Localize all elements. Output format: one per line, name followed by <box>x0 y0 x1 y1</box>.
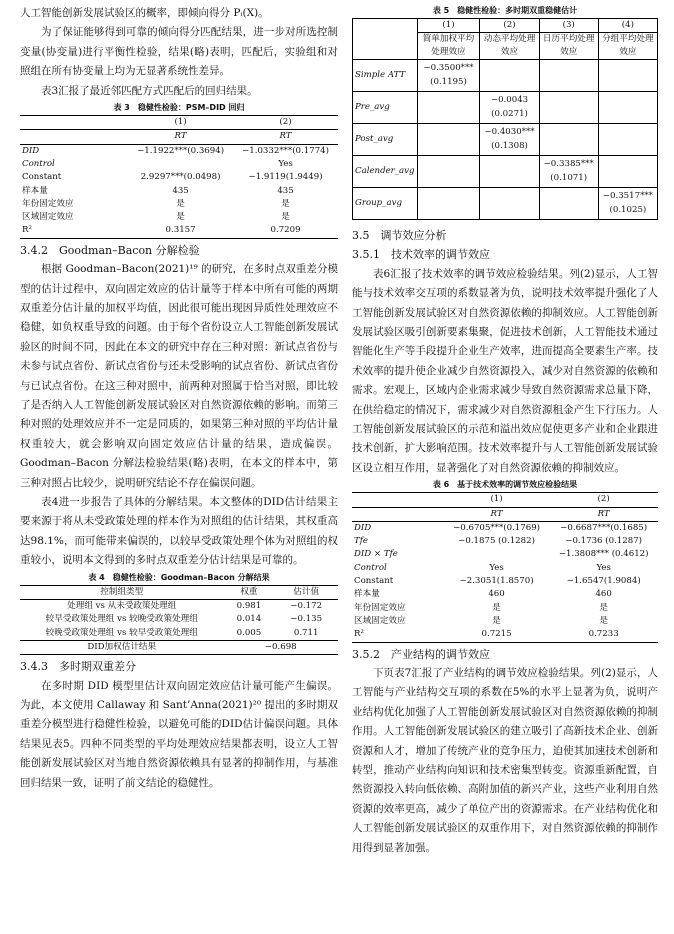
paragraph: 下页表7汇报了产业结构的调节效应检验结果。列(2)显示，人工智能与产业结构交互项的系数在5%的水平上显著为负，说明产业结构优化加强了人工智能创新发展试验区对自然资源依赖的抑制作用。人工智能创新发展试验区的建立吸引了高新技术企业、创新资源和人才，增加了传统产业的竞争压力，迫使其加速技术创新和转型，推动产业结构向知识和技术密集型转变。资源重新配置，自然资源投入转向低依赖、高附加值的新兴产业，这些产业利用自然资源的效率更高，减少了单位产出的资源需求。在产业结构优化和人工智能创新发展试验区的双重作用下，对自然资源依赖的抑制作用得到显著加强。 <box>352 666 658 854</box>
table-row: Tfe −0.1875 (0.1282) −0.1736 (0.1287) <box>354 536 643 547</box>
paragraph: 表3汇报了最近邻匹配方式匹配后的回归结果。 <box>41 84 258 97</box>
table-6: (1) (2) RT RT DID −0.6705***(0.1769) −0.6687***(0.1685) Tfe −0.1875 (0.1282) −0.1736 (0.1287) DID × Tfe −1.3808*** (0.4612) Control Yes Yes Constant −2.3051(1.8570) −1.6547(1.9084) 样本量 460 460 年份固定效应 是 是 区域固定效应 是 是 R² 0.7215 0.7233 <box>352 492 658 642</box>
section-heading: 3.5.1 技术效率的调节效应 <box>352 248 490 262</box>
table-5: (1) (2) (3) (4) 简单加权平均处理效应 动态平均处理效应 日历平均处理效应 分组平均处理效应 Simple ATT −0.3500*** (0.1195) Pre_avg −0.0043 (0.0271) Post_avg −0.4030*** (0.1308) Calender_avg −0.3385*** (0.1071) Group_avg −0.3517*** (0.1025) <box>352 18 658 220</box>
table-3 <box>20 115 338 239</box>
right-column <box>352 4 658 858</box>
table-row: 区域固定效应 是 是 <box>354 615 608 626</box>
table-row: Constant −2.3051(1.8570) −1.6547(1.9084) <box>354 576 641 587</box>
left-column <box>20 4 338 793</box>
col-header: 估计值 <box>293 586 320 597</box>
table-3-caption: 表 3 稳健性检验：PSM–DID 回归 <box>113 103 245 113</box>
paragraph: 表6汇报了技术效率的调节效应检验结果。列(2)显示，人工智能与技术效率交互项的系数显著为负，说明技术效率提升强化了人工智能创新发展试验区对自然资源依赖的抑制效应。人工智能创新发展试验区吸引创新要素集聚，促进技术创新，人工智能技术通过智能化生产等手段提升企业生产效率，进而提高全要素生产率。技术效率的提升使企业减少自然资源投入，减少对自然资源的依赖和需求。宏观上，区域内企业需求减少导致自然资源需求总量下降，在供给稳定的情况下，需求减少对自然资源租金产生下行压力。人工智能创新发展试验区的示范和溢出效应促使更多产业和企业跟进技术创新，扩大影响范围。技术效率提升与人工智能创新发展试验区设立相互作用，显著强化了对自然资源依赖的抑制效应。 <box>352 267 658 474</box>
table-row: R² 0.3157 0.7209 <box>20 224 338 238</box>
table-row: 较晚受政策处理组 vs 较早受政策处理组 0.005 0.711 <box>20 627 338 641</box>
table-row: DID −0.6705***(0.1769) −0.6687***(0.1685) <box>354 522 648 533</box>
table-row: Calender_avg −0.3385*** (0.1071) <box>353 156 658 188</box>
section-heading: 3.4.2 Goodman–Bacon 分解检验 <box>20 243 200 257</box>
table-4-caption: 表 4 稳健性检验：Goodman–Bacon 分解结果 <box>88 572 270 582</box>
paragraph: 人工智能创新发展试验区的概率，即倾向得分 Pᵢ(X)。 <box>20 7 269 19</box>
table-row: 较早受政策处理组 vs 较晚受政策处理组 0.014 −0.135 <box>45 614 323 625</box>
table-row: Control Yes Yes <box>354 562 611 573</box>
table-row: 样本量 460 460 <box>354 589 612 600</box>
table-row: DID −1.1922***(0.3694) −1.0332***(0.1774) <box>22 145 329 156</box>
section-heading: 3.4.3 多时期双重差分 <box>20 660 136 674</box>
section-heading: 3.5.2 产业结构的调节效应 <box>352 647 490 661</box>
table-row: 年份固定效应 是 是 <box>22 198 290 209</box>
sub-header: RT <box>174 131 187 142</box>
table-6-caption: 表 6 基于技术效率的调节效应检验结果 <box>432 480 578 490</box>
table-row: 样本量 435 435 <box>22 185 294 196</box>
table-row: Post_avg −0.4030*** (0.1308) <box>353 124 658 156</box>
table-row: Control Yes <box>22 158 293 169</box>
table-4 <box>20 585 338 655</box>
col-header: (2) <box>279 117 292 128</box>
paragraph: 在多时期 DID 模型里估计双向固定效应估计量可能产生偏误。为此，本文使用 Callaway 和 Sant’Anna(2021)²⁰ 提出的多时期双重差分模型进行稳健性检验，以避免可能的DID估计偏误问题。具体结果见表5。四种不同类型的平均处理效应结果都表明，设立人工智能创新发展试验区对当地自然资源依赖具有显著的抑制作用，与基准回归结果一致，证明了前文结论的稳健性。 <box>20 679 338 789</box>
sub-header: RT <box>279 131 292 142</box>
col-header: 权重 <box>240 586 258 597</box>
col-header: (1) <box>174 117 187 128</box>
table-row: 区域固定效应 是 是 <box>22 212 290 223</box>
table-row: R² 0.7215 0.7233 <box>352 628 658 642</box>
table-5-caption: 表 5 稳健性检验：多时期双重稳健估计 <box>432 6 578 15</box>
table-row: 处理组 vs 从未受政策处理组 0.981 −0.172 <box>67 600 323 611</box>
table-row: Constant 2.9297***(0.0498) −1.9119(1.9449) <box>22 172 323 183</box>
table-row: Group_avg −0.3517*** (0.1025) <box>353 188 658 220</box>
table-row: Pre_avg −0.0043 (0.0271) <box>353 92 658 124</box>
section-heading: 3.5 调节效应分析 <box>352 229 447 242</box>
paragraph: 表4进一步报告了具体的分解结果。本文整体的DID估计结果主要来源于将从未受政策处理的样本作为对照组的估计结果，其权重高达98.1%，而可能带来偏误的，以较早受政策处理个体为对照组的权重较小，说明本文得到的多时点双重差分估计结果是可靠的。 <box>20 495 338 567</box>
table-row: DID加权估计结果 −0.698 <box>20 640 338 654</box>
table-row: Simple ATT −0.3500*** (0.1195) <box>353 60 658 92</box>
table-row: 年份固定效应 是 是 <box>354 602 608 613</box>
paragraph: 为了保证能够得到可靠的倾向得分匹配结果，进一步对所选控制变量(协变量)进行平衡性检验，结果(略)表明，匹配后，实验组和对照组在所有协变量上均为无显著系统性差异。 <box>20 26 338 78</box>
col-header: 控制组类型 <box>100 586 144 597</box>
table-row: DID × Tfe −1.3808*** (0.4612) <box>354 549 649 560</box>
paragraph: 根据 Goodman–Bacon(2021)¹⁹ 的研究，在多时点双重差分模型的估计过程中，双向固定效应的估计量等于样本中所有可能的两期双重差分估计量的加权平均值，因此很可能出现因异质性处理效应不稳健，如负权重导致的问题。由于每个省份设立人工智能创新发展试验区的时间不同，因此在本文的研究中存在三种对照：新试点省份与未参与试点省份、新试点省份与还未受影响的试点省份、新试点省份与已试点省份。在这三种对照中，前两种对照属于恰当对照，即比较了是否纳入人工智能创新发展试验区对自然资源依赖的影响。而第三种对照的处理效应并不一定是同质的，如果第三种对照的平均估计量权重较大，就会影响双向固定效应估计量的结果，造成偏误。Goodman–Bacon 分解法检验结果(略)表明，在本文的样本中，第三种对照占比较少，说明研究结论不存在偏误问题。 <box>20 263 338 489</box>
